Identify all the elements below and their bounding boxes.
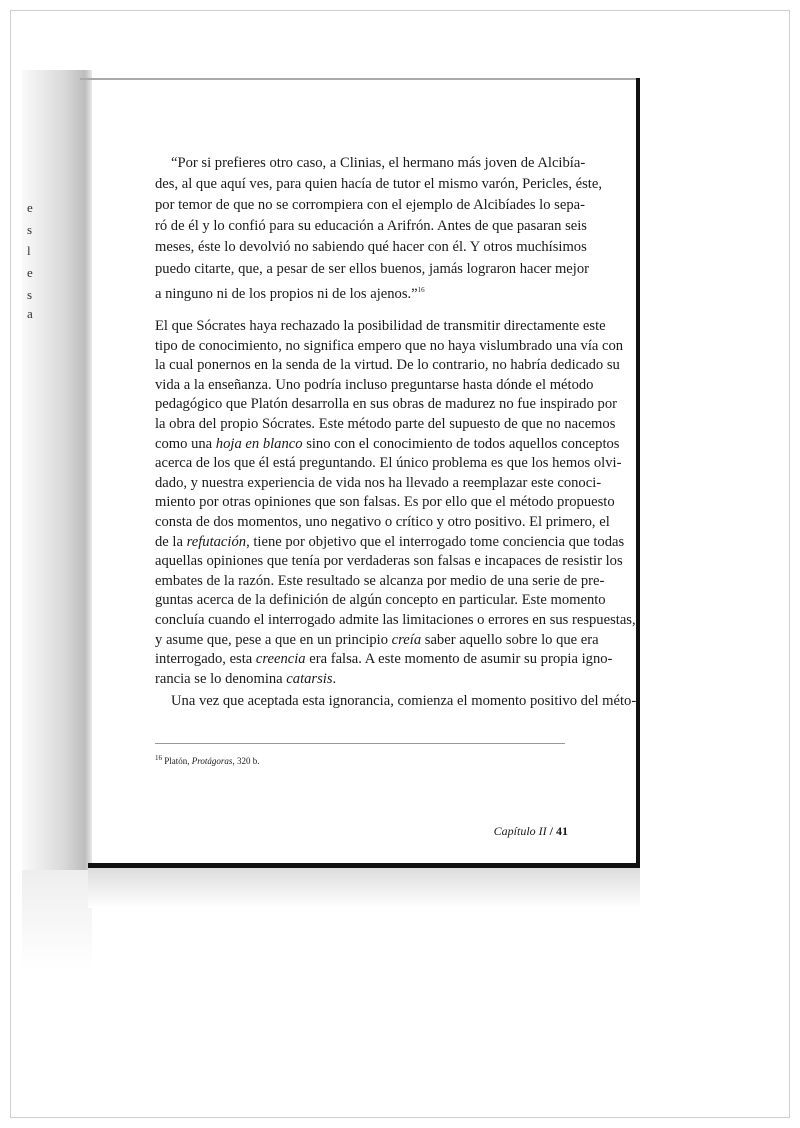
paragraph-line [155, 533, 625, 551]
text-run: interrogado, esta [155, 651, 256, 668]
footnote-rule [155, 743, 565, 744]
footnote-number: 16 [155, 754, 162, 762]
scan-right-edge [636, 78, 640, 868]
quote-line: meses, éste lo devolvió no sabiendo qué hacer con él. Y otros muchísimos [155, 239, 587, 256]
running-footer [480, 824, 568, 839]
footnote-reference: 16 [417, 285, 425, 294]
margin-letter: e [27, 265, 33, 280]
scan-binding-shadow [22, 70, 92, 870]
quote-line: ró de él y lo confió para su educación a Arifrón. Antes de que pasaran seis [155, 218, 587, 235]
text-run: , tiene por objetivo que el interrogado tome conciencia que todas [246, 533, 625, 550]
footnote [155, 754, 259, 766]
paragraph-line [155, 650, 613, 668]
margin-letter: e [27, 200, 33, 215]
footer-separator: / [546, 824, 556, 838]
emphasis: refutación [186, 533, 247, 550]
text-run: saber aquello sobre lo que era [421, 631, 599, 648]
emphasis: creencia [255, 651, 306, 668]
paragraph-line: guntas acerca de la definición de algún concepto en particular. Este momento [155, 592, 606, 609]
text-run: rancia se lo denomina [155, 670, 287, 687]
margin-letter: a [27, 306, 33, 321]
text-run: . [332, 670, 337, 687]
emphasis: creía [391, 631, 422, 648]
quote-line: des, al que aquí ves, para quien hacía de tutor el mismo varón, Pericles, éste, [155, 176, 602, 193]
text-run: era falsa. A este momento de asumir su propia igno- [305, 651, 613, 668]
quote-line: puedo citarte, que, a pesar de ser ellos buenos, jamás lograron hacer mejor [155, 260, 589, 277]
paragraph-line: acerca de los que él está preguntando. El único problema es que los hemos olvi- [155, 455, 622, 472]
quote-line: por temor de que no se corrompiera con el ejemplo de Alcibíades lo sepa- [155, 197, 585, 214]
text-run: de la [155, 533, 187, 550]
paragraph-line [155, 631, 599, 649]
paragraph-line: consta de dos momentos, uno negativo o crítico y otro positivo. El primero, el [155, 514, 610, 530]
footnote-work: Protágoras [191, 756, 233, 766]
paragraph-line: Una vez que aceptada esta ignorancia, comienza el momento positivo del méto- [171, 693, 637, 710]
emphasis: hoja en blanco [215, 435, 303, 452]
paragraph-line: la cual ponernos en la senda de la virtud. De lo contrario, no habría dedicado su [155, 357, 620, 374]
paragraph-line: vida a la enseñanza. Uno podría incluso preguntarse hasta dónde el método [155, 376, 594, 393]
footnote-author: Platón, [164, 756, 192, 766]
margin-letter: s [27, 222, 33, 237]
text-run: sino con el conocimiento de todos aquellos conceptos [302, 435, 620, 452]
paragraph-line: dado, y nuestra experiencia de vida nos ha llevado a reemplazar este conoci- [155, 474, 602, 491]
paragraph-line: El que Sócrates haya rechazado la posibilidad de transmitir directamente este [155, 318, 606, 334]
scan-bottom-shadow [88, 868, 640, 908]
paragraph-line [155, 670, 568, 688]
paragraph-line: miento por otras opiniones que son falsas. Es por ello que el método propuesto [155, 494, 615, 511]
paragraph-line: concluía cuando el interrogado admite las limitaciones o errores en sus respuestas, [155, 612, 636, 628]
page-number: 41 [556, 824, 568, 838]
paragraph-line [155, 435, 620, 453]
margin-letter: l [27, 243, 31, 258]
chapter-label: Capítulo II [493, 824, 547, 838]
paragraph-line: la obra del propio Sócrates. Este método parte del supuesto de que no nacemos [155, 416, 616, 432]
paragraph-line: pedagógico que Platón desarrolla en sus obras de madurez no fue inspirado por [155, 396, 617, 413]
scan-top-edge [80, 78, 640, 80]
emphasis: catarsis [286, 670, 333, 687]
quote-line: “Por si prefieres otro caso, a Clinias, el hermano más joven de Alcibía- [171, 155, 586, 171]
text-run: como una [155, 435, 216, 452]
paragraph-line: embates de la razón. Este resultado se alcanza por medio de una serie de pre- [155, 572, 605, 589]
paragraph-line: aquellas opiniones que tenía por verdaderas son falsas e incapaces de resistir los [155, 553, 623, 570]
margin-letter: s [27, 287, 33, 302]
scan-shadow-lower [22, 870, 92, 970]
paragraph-line: tipo de conocimiento, no significa empero que no haya vislumbrado una vía con [155, 337, 624, 354]
footnote-ref: , 320 b. [232, 756, 260, 766]
text-run: y asume que, pese a que en un principio [155, 631, 392, 648]
quote-line: a ninguno ni de los propios ni de los ajenos.”$^{16}$ [155, 285, 425, 302]
